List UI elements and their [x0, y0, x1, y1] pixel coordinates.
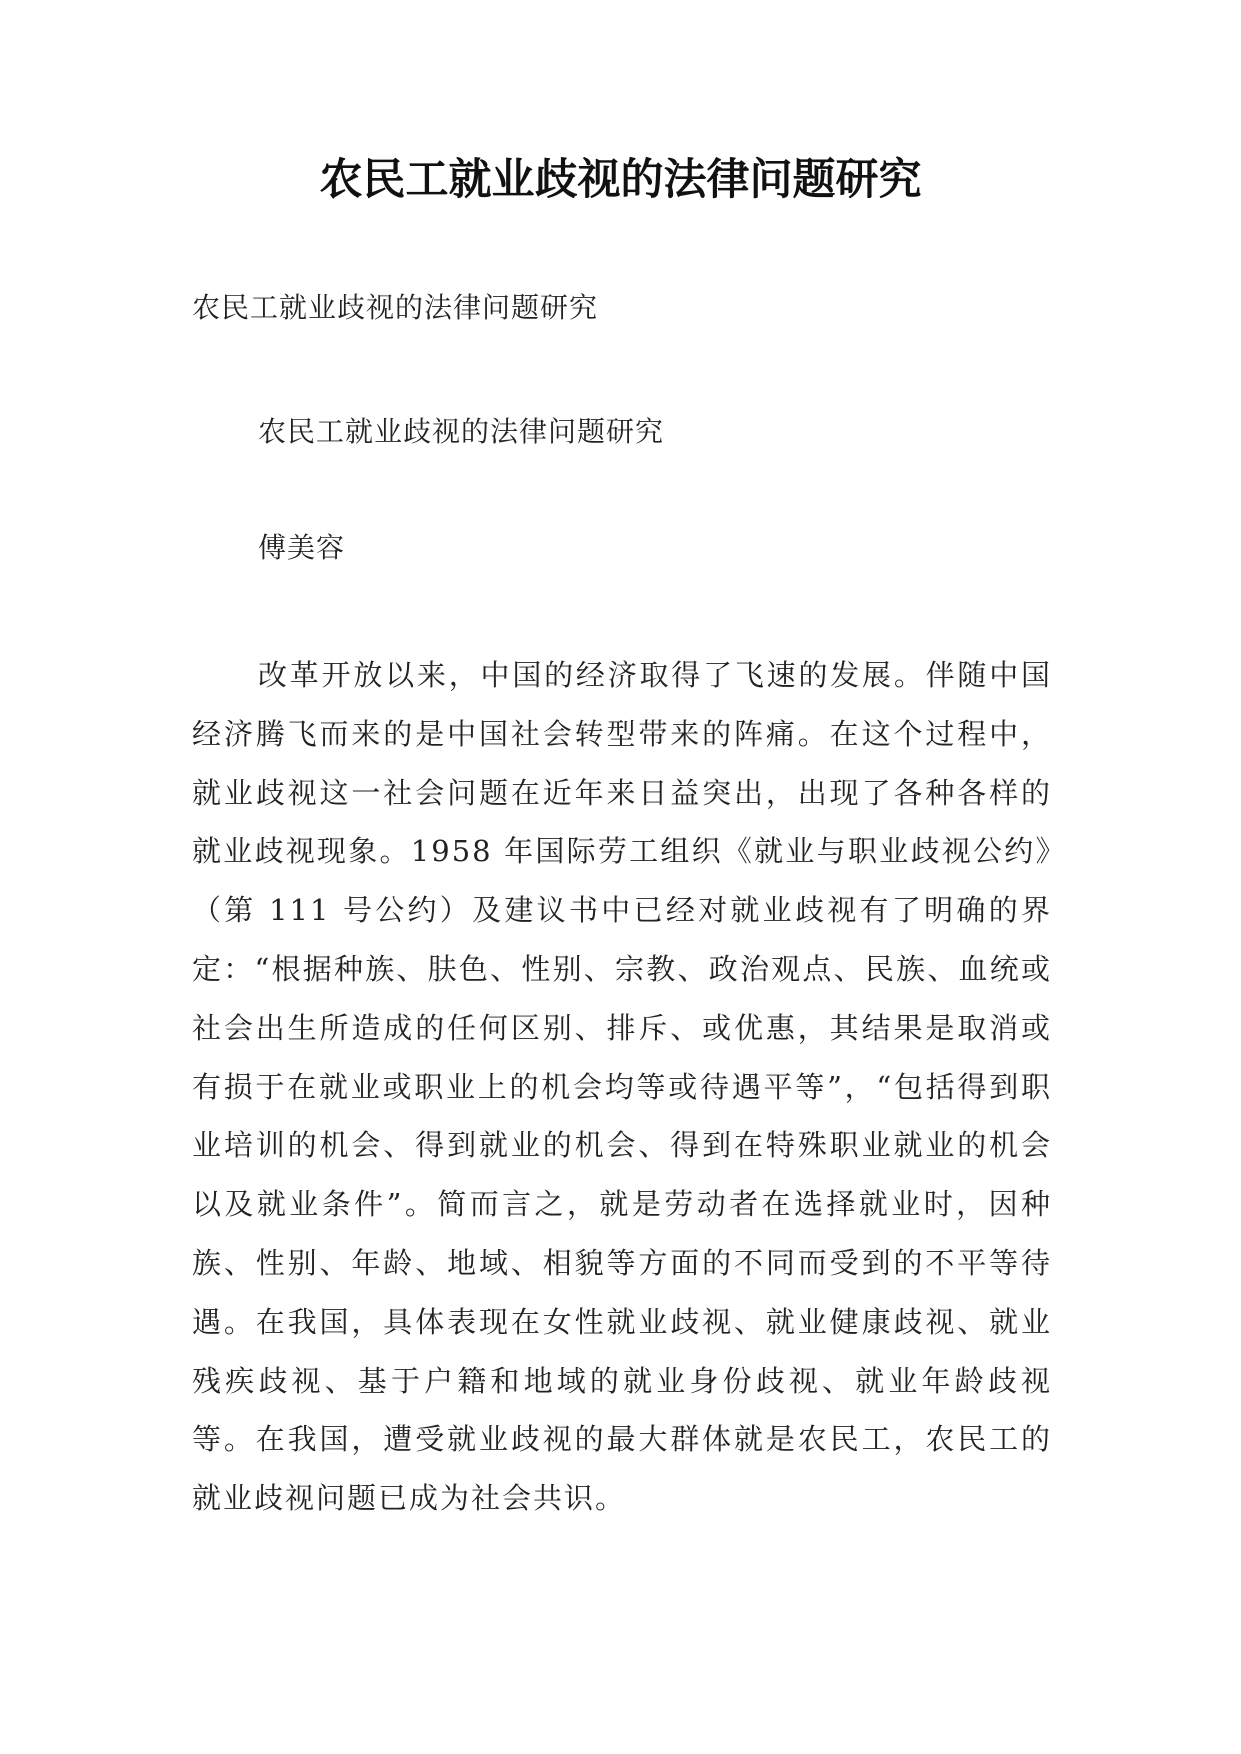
body-paragraph: 改革开放以来，中国的经济取得了飞速的发展。伴随中国经济腾飞而来的是中国社会转型带来的阵痛。在这个过程中，就业歧视这一社会问题在近年来日益突出，出现了各种各样的就业歧视现象。1958 年国际劳工组织《就业与职业歧视公约》（第 111 号公约）及建议书中已经对就业歧视有了明确的界定：“根据种族、肤色、性别、宗教、政治观点、民族、血统或社会出生所造成的任何区别、排斥、或优惠，其结果是取消或有损于在就业或职业上的机会均等或待遇平等”，“包括得到职业培训的机会、得到就业的机会、得到在特殊职业就业的机会以及就业条件”。简而言之，就是劳动者在选择就业时，因种族、性别、年龄、地域、相貌等方面的不同而受到的不平等待遇。在我国，具体表现在女性就业歧视、就业健康歧视、就业残疾歧视、基于户籍和地域的就业身份歧视、就业年龄歧视等。在我国，遭受就业歧视的最大群体就是农民工，农民工的就业歧视问题已成为社会共识。 [192, 658, 1052, 1516]
author-name: 傅美容 [258, 531, 346, 564]
document-title: 农民工就业歧视的法律问题研究 [319, 155, 922, 205]
document-subtitle: 农民工就业歧视的法律问题研究 [192, 291, 599, 324]
inner-title: 农民工就业歧视的法律问题研究 [258, 415, 665, 448]
